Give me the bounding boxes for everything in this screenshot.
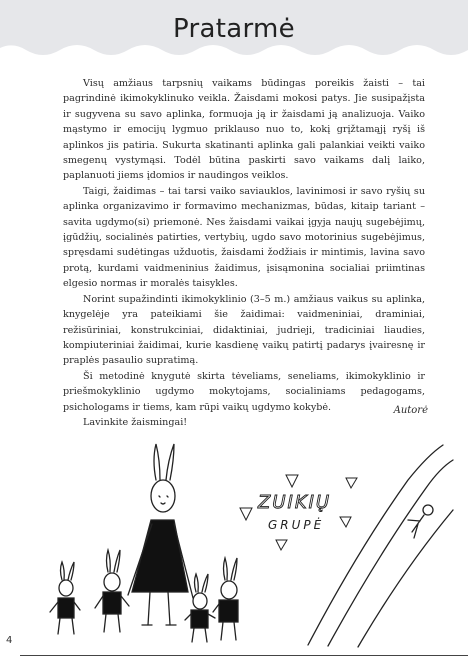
- paragraph-2: Taigi, žaidimas – tai tarsi vaiko saviauklos, lavinimosi ir savo ryšių su aplinka organizavimo ir formavimo mechanizmas, būdas, kitaip tariant – savita ugdymo(si) priemonė. Nes žaisdami vaikai įgyja naujų sugebėjimų, įgūdžių, socialinės patirties, vertybių, ugdo savo motorinius sugebėjimus, spręsdami sudėtingas užduotis, žaisdami žodžiais ir mintimis, lavina savo protą, kurdami vaidmeninius žaidimus, įsisąmonina socialiai priimtinas elgesio normas ir moralės taisykles.: [63, 185, 425, 290]
- author-signature: Autorė: [393, 405, 428, 416]
- preface-body: [63, 76, 425, 430]
- paragraph-4: Ši metodinė knygutė skirta tėveliams, seneliams, ikimokyklinio ir priešmokyklinio ugdymo mokytojams, socialiniams pedagogams, psichologams ir tiems, kam rūpi vaikų ugdymo kokybė.: [63, 370, 425, 413]
- bunny-group-drawing: [28, 420, 460, 655]
- illustration-title-grupe: GRUPĖ: [268, 518, 325, 532]
- footer-rule: [20, 655, 468, 656]
- illustration-title-zuikiu: ZUIKIŲ: [258, 492, 332, 513]
- paragraph-closing: Lavinkite žaismingai!: [83, 416, 188, 428]
- paragraph-1: Visų amžiaus tarpsnių vaikams būdingas poreikis žaisti – tai pagrindinė ikimokyklinuko veikla. Žaisdami mokosi patys. Jie susipažįsta ir sugyvena su savo aplinka, formuoja ją ir žaisdami ją analizuoja. Vaiko mąstymo ir emocijų lygmuo priklauso nuo to, kokį grįžtamąjį ryšį iš aplinkos jis patiria. Sukurta skatinanti aplinka gali palankiai veikti vaiko smegenų vystymąsi. Todėl būtina paskirti savo vaikams dalį laiko, paplanuoti jiems įdomios ir naudingos veiklos.: [63, 78, 425, 182]
- page-title: Pratarmė: [173, 14, 295, 44]
- page-number: 4: [6, 635, 13, 646]
- paragraph-3: Norint supažindinti ikimokyklinio (3–5 m.) amžiaus vaikus su aplinka, knygelėje yra pateikiami šie žaidimai: vaidmeniniai, draminiai, režisūriniai, konstrukciniai, didaktiniai, judrieji, tradiciniai liaudies, kompiuteriniai žaidimai, kurie kasdienę vaikų patirtį padarys įvairesnę ir praplės pasaulio supratimą.: [63, 293, 425, 367]
